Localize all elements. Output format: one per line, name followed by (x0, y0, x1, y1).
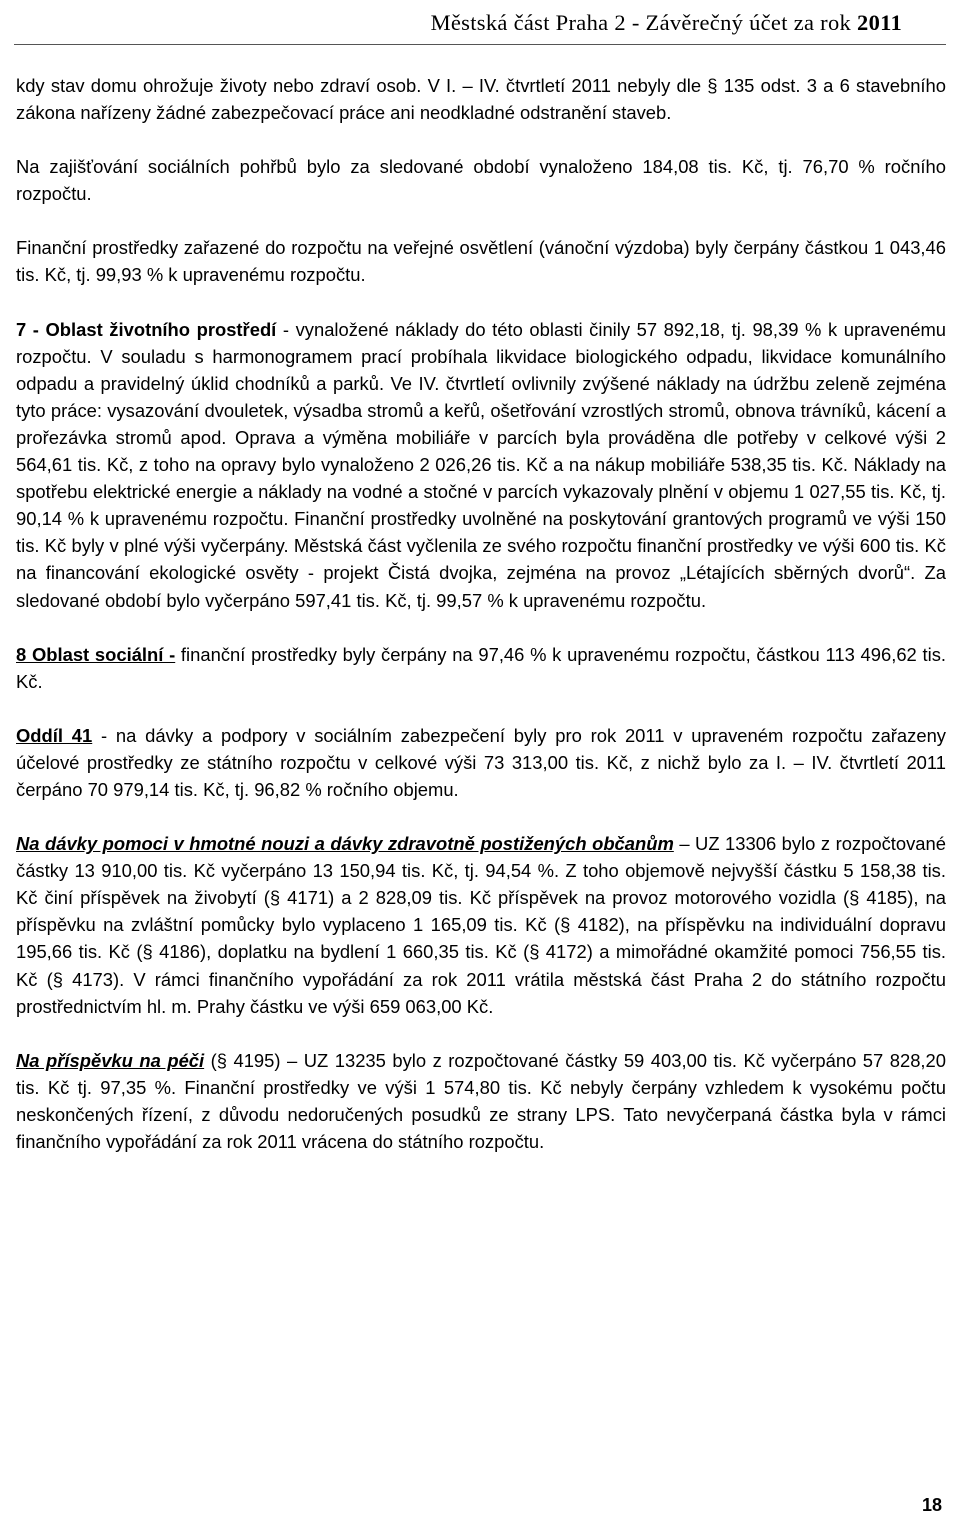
environment-heading: 7 - Oblast životního prostředí (16, 318, 277, 340)
care-allowance-text: (§ 4195) – UZ 13235 bylo z rozpočtované částky 59 403,00 tis. Kč vyčerpáno 57 828,20 tis. Kč tj. 97,35 %. Finanční prostředky ve výši 1 574,80 tis. Kč nebyly čerpány vzhledem k vysokému počtu neskončených řízení, z důvodu nedoručených posudků ze strany LPS. Tato nevyčerpaná částka byla v rámci finančního vypořádání za rok 2011 vrácena do státního rozpočtu. (16, 1049, 946, 1152)
material-need-heading: Na dávky pomoci v hmotné nouzi a dávky zdravotně postižených občanům (16, 833, 674, 855)
header-title-text: Městská část Praha 2 - Závěrečný účet za rok (430, 10, 852, 35)
header-rule (14, 44, 946, 45)
paragraph-care-allowance (16, 1047, 946, 1155)
paragraph-environment (16, 316, 946, 614)
paragraph-social-area (16, 641, 946, 695)
document-body (16, 72, 946, 1155)
care-allowance-heading: Na příspěvku na péči (16, 1049, 205, 1071)
paragraph-material-need-benefits (16, 830, 946, 1020)
section-41-text: - na dávky a podpory v sociálním zabezpečení byly pro rok 2011 v upraveném rozpočtu zařazeny účelové prostředky ze státního rozpočtu v celkové výši 73 313,00 tis. Kč, z nichž bylo za I. – IV. čtvrtletí 2011 čerpáno 70 979,14 tis. Kč, tj. 96,82 % ročního objemu. (16, 724, 946, 800)
header-year: 2011 (857, 10, 902, 35)
paragraph-public-lighting: Finanční prostředky zařazené do rozpočtu na veřejné osvětlení (vánoční výzdoba) byly čerpány částkou 1 043,46 tis. Kč, tj. 99,93 % k upravenému rozpočtu. (16, 237, 946, 286)
material-need-text: – UZ 13306 bylo z rozpočtované částky 13 910,00 tis. Kč vyčerpáno 13 150,94 tis. Kč, tj. 94,54 %. Z toho objemově nejvyšší částku 5 158,38 tis. Kč činí příspěvek na živobytí (§ 4171) a 2 828,09 tis. Kč příspěvek na provoz motorového vozidla (§ 4185), na příspěvku na zvláštní pomůcky bylo vyplaceno 1 165,09 tis. Kč (§ 4182), na příspěvku na individuální dopravu 195,66 tis. Kč (§ 4186), doplatku na bydlení 1 660,35 tis. Kč (§ 4172) a mimořádné okamžité pomoci 756,55 tis. Kč (§ 4173). V rámci finančního vypořádání za rok 2011 vrátila městská část Praha 2 do státního rozpočtu prostřednictvím hl. m. Prahy částku ve výši 659 063,00 Kč. (16, 833, 946, 1017)
header-title (431, 10, 902, 36)
page-number: 18 (921, 1495, 942, 1515)
paragraph-social-funerals: Na zajišťování sociálních pohřbů bylo za sledované období vynaloženo 184,08 tis. Kč, tj. 76,70 % ročního rozpočtu. (16, 156, 946, 205)
paragraph-section-41 (16, 722, 946, 803)
paragraph-building-safety: kdy stav domu ohrožuje životy nebo zdraví osob. V I. – IV. čtvrtletí 2011 nebyly dle § 135 odst. 3 a 6 stavebního zákona nařízeny žádné zabezpečovací práce ani neodkladné odstranění staveb. (16, 75, 946, 124)
page-header (0, 0, 960, 46)
environment-text: - vynaložené náklady do této oblasti činily 57 892,18, tj. 98,39 % k upravenému rozpočtu. V souladu s harmonogramem prací probíhala likvidace biologického odpadu, likvidace komunálního odpadu a pravidelný úklid chodníků a parků. Ve IV. čtvrtletí ovlivnily zvýšené náklady na údržbu zeleně zejména tyto práce: vysazování dvouletek, výsadba stromů a keřů, ošetřování vzrostlých stromů, obnova trávníků, kácení a prořezávka stromů apod. Oprava a výměna mobiliáře v parcích byla prováděna dle potřeby v celkové výši 2 564,61 tis. Kč, z toho na opravy bylo vynaloženo 2 026,26 tis. Kč a na nákup mobiliáře 538,35 tis. Kč. Náklady na spotřebu elektrické energie a náklady na vodné a stočné v parcích vykazovaly plnění v objemu 1 027,55 tis. Kč, tj. 90,14 % k upravenému rozpočtu. Finanční prostředky uvolněné na poskytování grantových programů ve výši 150 tis. Kč byly v plné výši vyčerpány. Městská část vyčlenila ze svého rozpočtu finanční prostředky ve výši 600 tis. Kč na financování ekologické osvěty - projekt Čistá dvojka, zejména na provoz „Létajících sběrných dvorů“. Za sledované období bylo vyčerpáno 597,41 tis. Kč, tj. 99,57 % k upravenému rozpočtu. (16, 318, 946, 611)
section-41-heading: Oddíl 41 (16, 724, 93, 746)
social-area-text: finanční prostředky byly čerpány na 97,46 % k upravenému rozpočtu, částkou 113 496,62 tis. Kč. (16, 643, 946, 692)
social-area-heading: 8 Oblast sociální - (16, 643, 176, 665)
